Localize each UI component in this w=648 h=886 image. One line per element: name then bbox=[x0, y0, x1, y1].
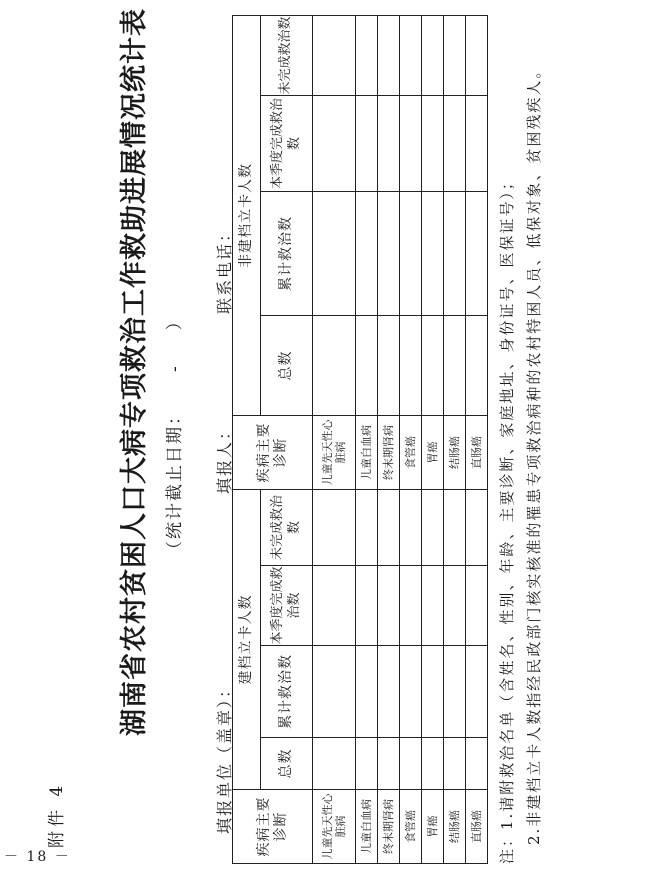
disease-name-cell: 终末期肾病 bbox=[377, 790, 399, 864]
disease-name-cell: 儿童白血病 bbox=[355, 790, 377, 864]
blank-cell bbox=[313, 192, 356, 316]
blank-cell bbox=[421, 96, 443, 192]
statistics-date-label: （统计截止日期： bbox=[165, 406, 185, 558]
blank-cell bbox=[313, 738, 356, 790]
blank-cell bbox=[355, 490, 377, 566]
blank-cell bbox=[399, 490, 421, 566]
blank-cell bbox=[377, 96, 399, 192]
blank-cell bbox=[443, 646, 465, 738]
blank-cell bbox=[421, 16, 443, 96]
disease-name-cell: 结肠癌 bbox=[443, 790, 465, 864]
blank-cell bbox=[377, 738, 399, 790]
blank-cell bbox=[443, 490, 465, 566]
disease-name-cell-2: 终末期肾病 bbox=[377, 416, 399, 490]
disease-name-cell-2: 直肠癌 bbox=[465, 416, 487, 490]
blank-cell bbox=[465, 490, 487, 566]
disease-name-cell-2: 结肠癌 bbox=[443, 416, 465, 490]
disease-name-cell-2: 胃癌 bbox=[421, 416, 443, 490]
blank-cell bbox=[377, 316, 399, 416]
blank-cell bbox=[421, 192, 443, 316]
disease-name-cell-2: 儿童先天性心脏病 bbox=[313, 416, 356, 490]
disease-name-cell: 儿童先天性心脏病 bbox=[313, 790, 356, 864]
table-row bbox=[355, 16, 377, 864]
header-cumulative-2: 累计救治数 bbox=[261, 192, 313, 316]
header-unfinished-2: 未完成救治数 bbox=[261, 16, 313, 96]
note-line-2: 2.非建档立卡人数指经民政部门核实核准的罹患专项救治病种的农村特困人员、低保对象、贫困残疾人。 bbox=[525, 61, 543, 845]
header-registered-group: 建档立卡人数 bbox=[233, 490, 261, 790]
blank-cell bbox=[355, 16, 377, 96]
blank-cell bbox=[443, 738, 465, 790]
blank-cell bbox=[377, 566, 399, 646]
blank-cell bbox=[355, 566, 377, 646]
header-disease-diagnosis: 疾病主要诊断 bbox=[233, 790, 313, 864]
blank-cell bbox=[313, 96, 356, 192]
blank-cell bbox=[355, 316, 377, 416]
blank-cell bbox=[355, 192, 377, 316]
blank-cell bbox=[377, 646, 399, 738]
header-quarter-completed-2: 本季度完成救治数 bbox=[261, 96, 313, 192]
header-unregistered-group: 非建档立卡人数 bbox=[233, 16, 261, 416]
notes-block bbox=[494, 62, 548, 864]
blank-cell bbox=[313, 316, 356, 416]
disease-name-cell-2: 儿童白血病 bbox=[355, 416, 377, 490]
disease-name-cell: 直肠癌 bbox=[465, 790, 487, 864]
blank-cell bbox=[377, 490, 399, 566]
page-number: － 18 － bbox=[4, 849, 71, 865]
blank-cell bbox=[399, 566, 421, 646]
blank-cell bbox=[465, 192, 487, 316]
blank-cell bbox=[421, 490, 443, 566]
statistics-date-line bbox=[160, 311, 185, 558]
blank-cell bbox=[421, 646, 443, 738]
header-total-2: 总数 bbox=[261, 316, 313, 416]
page-title: 湖南省农村贫困人口大病专项救治工作救助进展情况统计表 bbox=[119, 8, 150, 736]
blank-cell bbox=[465, 316, 487, 416]
blank-cell bbox=[465, 566, 487, 646]
blank-cell bbox=[355, 738, 377, 790]
blank-cell bbox=[443, 16, 465, 96]
blank-cell bbox=[421, 738, 443, 790]
header-disease-diagnosis-2: 疾病主要诊断 bbox=[233, 416, 313, 490]
blank-cell bbox=[465, 16, 487, 96]
disease-name-cell: 食管癌 bbox=[399, 790, 421, 864]
header-unfinished: 未完成救治数 bbox=[261, 490, 313, 566]
filler-person-label: 填报人： bbox=[215, 421, 234, 494]
blank-cell bbox=[313, 566, 356, 646]
blank-cell bbox=[399, 646, 421, 738]
table-row bbox=[313, 16, 356, 864]
statistics-date-close: ） bbox=[165, 311, 185, 331]
note-line-1: 注：1.请附救治名单（含姓名、性别、年龄、主要诊断、家庭地址、身份证号、医保证号）； bbox=[498, 173, 516, 864]
table-row bbox=[377, 16, 399, 864]
blank-cell bbox=[421, 316, 443, 416]
table-row bbox=[421, 16, 443, 864]
blank-cell bbox=[313, 646, 356, 738]
blank-cell bbox=[377, 16, 399, 96]
header-cumulative: 累计救治数 bbox=[261, 646, 313, 738]
table-row bbox=[465, 16, 487, 864]
blank-cell bbox=[313, 16, 356, 96]
blank-cell bbox=[399, 738, 421, 790]
blank-cell bbox=[399, 192, 421, 316]
blank-cell bbox=[399, 16, 421, 96]
blank-cell bbox=[377, 192, 399, 316]
contact-phone-label: 联系电话： bbox=[215, 223, 234, 314]
disease-name-cell-2: 食管癌 bbox=[399, 416, 421, 490]
blank-cell bbox=[399, 316, 421, 416]
blank-cell bbox=[465, 96, 487, 192]
blank-cell bbox=[421, 566, 443, 646]
statistics-date-dash: - bbox=[165, 364, 185, 372]
filling-unit-label: 填报单位（盖章）： bbox=[215, 679, 234, 834]
blank-cell bbox=[443, 96, 465, 192]
blank-cell bbox=[399, 96, 421, 192]
table-row bbox=[399, 16, 421, 864]
blank-cell bbox=[465, 738, 487, 790]
blank-cell bbox=[443, 192, 465, 316]
blank-cell bbox=[443, 316, 465, 416]
blank-cell bbox=[465, 646, 487, 738]
header-total: 总数 bbox=[261, 738, 313, 790]
table-row bbox=[443, 16, 465, 864]
blank-cell bbox=[443, 566, 465, 646]
header-quarter-completed: 本季度完成救治数 bbox=[261, 566, 313, 646]
blank-cell bbox=[313, 490, 356, 566]
blank-cell bbox=[355, 96, 377, 192]
statistics-table bbox=[232, 15, 488, 864]
attachment-label: 附件 4 bbox=[47, 781, 67, 848]
disease-name-cell: 胃癌 bbox=[421, 790, 443, 864]
blank-cell bbox=[355, 646, 377, 738]
